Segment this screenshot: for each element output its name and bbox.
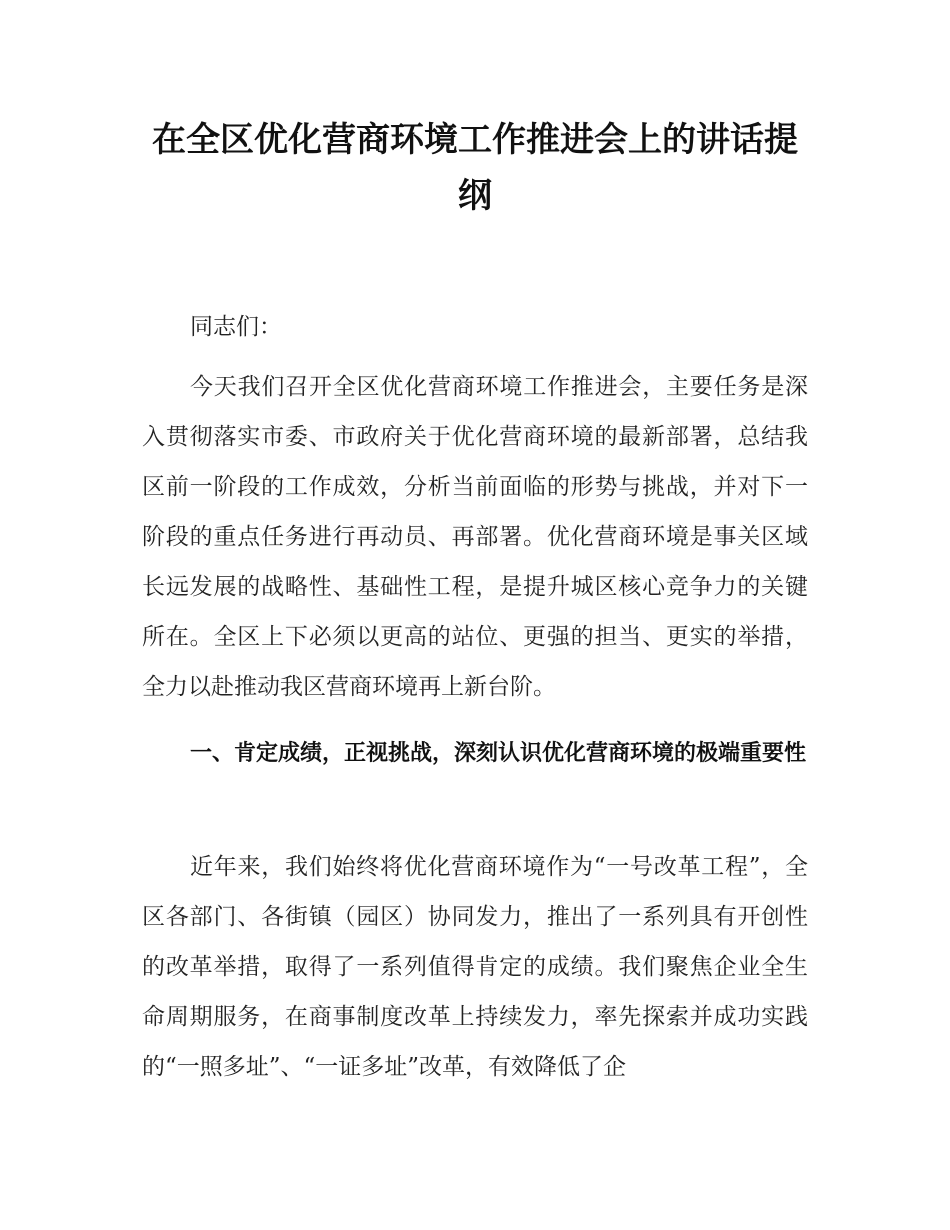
section-heading-1: 一、肯定成绩，正视挑战，深刻认识优化营商环境的极端重要性 [190, 741, 807, 766]
opening-paragraph: 今天我们召开全区优化营商环境工作推进会，主要任务是深入贯彻落实市委、市政府关于优化营商环境的最新部署，总结我区前一阶段的工作成效，分析当前面临的形势与挑战，并对下一阶段的重点任务进行再动员、再部署。优化营商环境是事关区域长远发展的战略性、基础性工程，是提升城区核心竞争力的关键所在。全区上下必须以更高的站位、更强的担当、更实的举措，全力以赴推动我区营商环境再上新台阶。 [142, 374, 808, 700]
section-1-paragraph: 近年来，我们始终将优化营商环境作为“一号改革工程”，全区各部门、各街镇（园区）协同发力，推出了一系列具有开创性的改革举措，取得了一系列值得肯定的成绩。我们聚焦企业全生命周期服务，在商事制度改革上持续发力，率先探索并成功实践的“一照多址”、“一证多址”改革，有效降低了企 [142, 854, 808, 1080]
document-title: 在全区优化营商环境工作推进会上的讲话提纲 [152, 120, 798, 216]
salutation: 同志们： [190, 314, 282, 340]
